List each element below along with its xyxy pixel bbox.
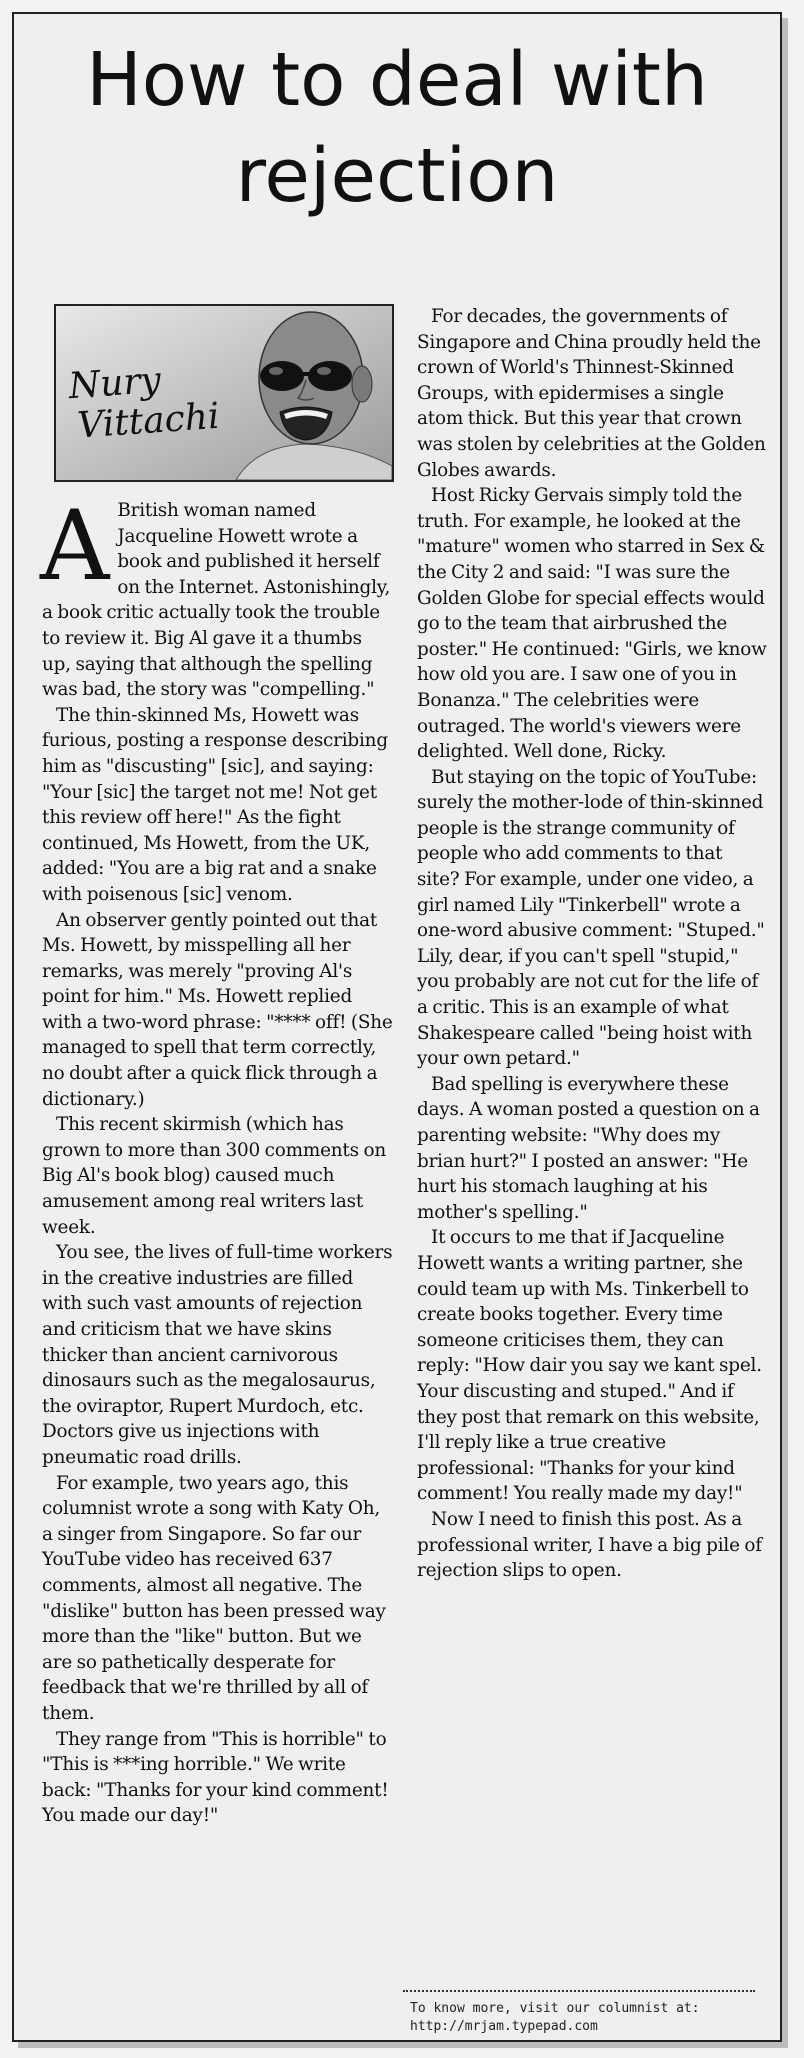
byline-photo [54,304,394,482]
paragraph-8: For decades, the governments of Singapore and China proudly held the crown of World's Thinnest-Skinned Groups, with epidermises a single atom thick. But this year that crown was stolen by celebrities at the Golden Globes awards. [417,306,766,481]
paragraph-4: This recent skirmish (which has grown to more than 300 comments on Big Al's book blog) caused much amusement among real writers last week. [42,1114,387,1238]
paragraph-1: British woman named Jacqueline Howett wrote a book and published it herself on the Internet. Astonishingly, a book critic actually took the trouble to review it. Big Al gave it a thumbs up, saying that although the spelling was bad, the story was "compelling." [42,500,391,701]
footer-link[interactable]: http://mrjam.typepad.com [410,2019,598,2034]
headline-line-2: rejection [235,133,559,219]
byline-first-name: Nury [67,359,163,408]
paragraph-2: The thin-skinned Ms, Howett was furious, posting a response describing him as "discusting" [sic], and saying: "Your [sic] the target not me! Not get this review off here!" As the fight continued, Ms Howett, from the UK, added: "You are a big rat and a snake with poisenous [sic] venom. [42,704,388,905]
paragraph-13: Now I need to finish this post. As a professional writer, I have a big pile of rejection slips to open. [417,1508,762,1582]
footer-note [410,2000,760,2036]
paragraph-3: An observer gently pointed out that Ms. Howett, by misspelling all her remarks, was merely "proving Al's point for him." Ms. Howett replied with a two-word phrase: "**** off! (She managed to spell that term correctly, no doubt after a quick flick through a dictionary.) [42,909,393,1110]
paragraph-9: Host Ricky Gervais simply told the truth. For example, he looked at the "mature" women who starred in Sex & the City 2 and said: "I was sure the Golden Globe for special effects would go to the team that airbrushed the poster." He continued: "Girls, we know how old you are. I saw one of you in Bonanza." The celebrities were outraged. The world's viewers were delighted. Well done, Ricky. [417,485,767,763]
right-column [417,304,769,1584]
byline-name [67,357,220,447]
footer-line-1: To know more, visit our columnist at: [410,2001,700,2016]
byline-last-name: Vittachi [76,395,221,447]
drop-cap: A [40,490,110,602]
article-lead [40,490,394,703]
left-column [42,304,394,1829]
paragraph-10: But staying on the topic of YouTube: surely the mother-lode of thin-skinned people is the strange community of people who add comments to that site? For example, under one video, a girl named Lily "Tinkerbell" wrote a one-word abusive comment: "Stuped." Lily, dear, if you can't spell "stupid," you probably are not cut for the life of a critic. This is an example of what Shakespeare called "being hoist with your own petard." [417,766,765,1070]
paragraph-12: It occurs to me that if Jacqueline Howett wants a writing partner, she could team up with Ms. Tinkerbell to create books together. Every time someone criticises them, they can reply: "How dair you say we kant spel. Your discusting and stuped." And if they post that remark on this website, I'll reply like a true creative professional: "Thanks for your kind comment! You really made my day!" [417,1227,762,1505]
paragraph-11: Bad spelling is everywhere these days. A woman posted a question on a parenting website: "Why does my brian hurt?" I posted an answer: "He hurt his stomach laughing at his mother's spelling." [417,1073,760,1223]
headline-line-1: How to deal with [86,37,708,123]
paragraph-5: You see, the lives of full-time workers in the creative industries are filled with such vast amounts of rejection and criticism that we have skins thicker than ancient carnivorous dinosaurs such as the megalosaurus, the oviraptor, Rupert Murdoch, etc. Doctors give us injections with pneumatic road drills. [42,1242,393,1468]
footer-divider [403,1990,755,1992]
paragraph-7: They range from "This is horrible" to "This is ***ing horrible." We write back: "Thanks for your kind comment! You made our day!" [42,1728,389,1827]
headline [14,32,780,224]
newspaper-column [12,12,782,2042]
paragraph-6: For example, two years ago, this columnist wrote a song with Katy Oh, a singer from Singapore. So far our YouTube video has received 637 comments, almost all negative. The "dislike" button has been pressed way more than the "like" button. But we are so pathetically desperate for feedback that we're thrilled by all of them. [42,1472,386,1724]
